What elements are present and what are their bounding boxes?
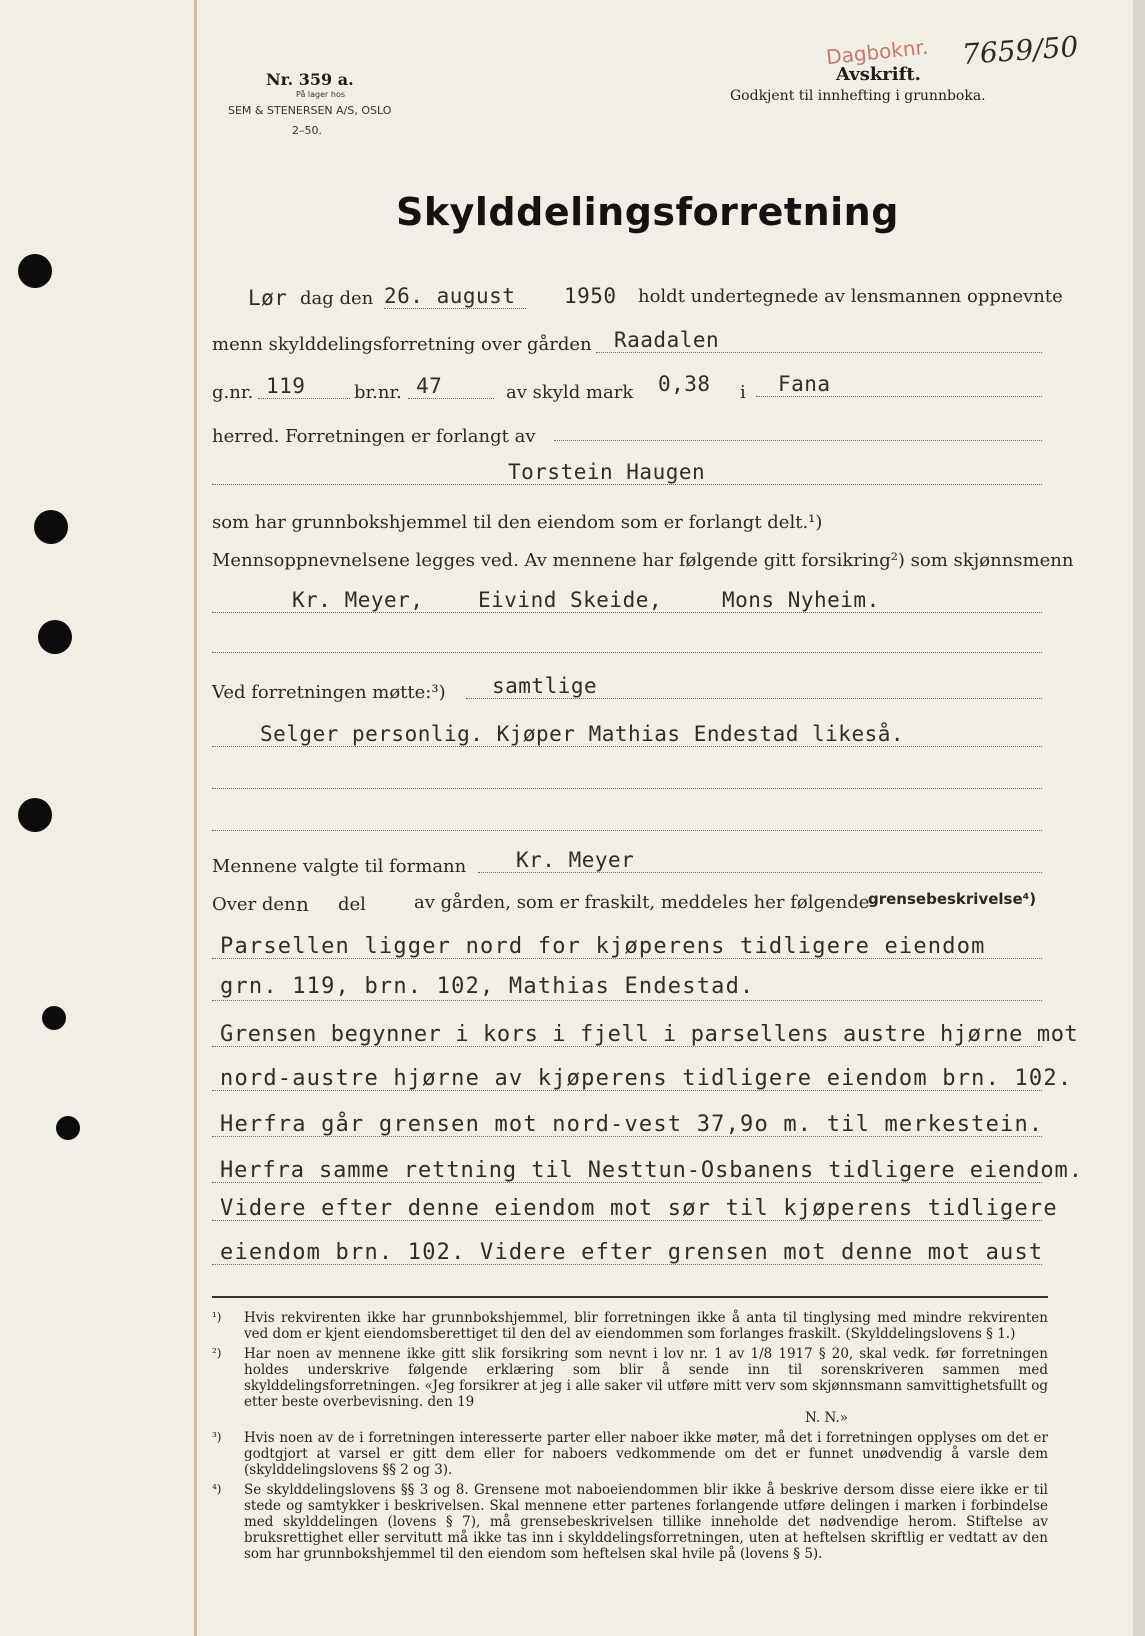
grensebeskrivelse-label: grensebeskrivelse⁴) <box>868 890 1037 908</box>
description-line-8: eiendom brn. 102. Videre efter grensen mot denne mot aust <box>220 1240 1044 1265</box>
red-margin-line <box>194 0 197 1636</box>
punch-hole-1 <box>18 254 52 288</box>
page-edge <box>1133 0 1145 1636</box>
publisher-date: 2–50. <box>292 124 322 137</box>
brnr-value: 47 <box>416 374 443 398</box>
gnr-value: 119 <box>266 374 306 398</box>
footnotes <box>212 1310 1048 1566</box>
skyld-value: 0,38 <box>658 372 711 396</box>
description-line-2: grn. 119, brn. 102, Mathias Endestad. <box>220 974 755 999</box>
footnote-mark: ²) <box>212 1346 222 1360</box>
description-line-4: nord-austre hjørne av kjøperens tidligere eiendom brn. 102. <box>220 1066 1073 1091</box>
menn-text: menn skylddelingsforretning over gården <box>212 334 592 355</box>
formann-value: Kr. Meyer <box>516 848 635 872</box>
footnote-text: Hvis noen av de i forretningen interesserte parter eller naboer ikke møter, må det i forretningen opplyses om det er godtgjort at varsel er gitt dem eller for naboers vedkommende om det er funnet unødvendig å varsle dem (skylddelingslovens §§ 2 og 3). <box>244 1430 1048 1478</box>
municipality-value: Fana <box>778 372 831 396</box>
footnote-1 <box>212 1310 1048 1342</box>
dag-den-label: dag den <box>300 288 374 309</box>
punch-hole-6 <box>56 1116 80 1140</box>
description-line-3: Grensen begynner i kors i fjell i parsellens austre hjørne mot <box>220 1022 1079 1047</box>
footnote-mark: ⁴) <box>212 1482 222 1496</box>
description-line-6: Herfra samme rettning til Nesttun-Osbanens tidligere eiendom. <box>220 1158 1083 1183</box>
parties-value: Selger personlig. Kjøper Mathias Endestad likeså. <box>260 722 905 746</box>
mote-value: samtlige <box>492 674 598 698</box>
mote-label: Ved forretningen møtte:³) <box>212 682 446 703</box>
over-den-label: Over den <box>212 894 296 915</box>
herred-text: herred. Forretningen er forlangt av <box>212 426 536 447</box>
skyld-label: av skyld mark <box>506 382 634 403</box>
footnote-text: Se skylddelingslovens §§ 3 og 8. Grensene mot naboeiendommen blir ikke å beskrive dersom disse eiere ikke er til stede og samtykker i beskrivelsen. Skal mennene etter partenes forlangende utføre delingen i marken i forbindelse med skylddelingen (lovens § 7), må grensebeskrivelsen tillike inneholde det nødvendige herom. Stiftelse av bruksrettighet eller servitutt må ikke tas inn i skylddelingsforretningen, uten at heftelsen skriftlig er vedtatt av den som har grunnbokshjemmel til den eiendom som heftelsen skal hvile på (lovens § 5). <box>244 1482 1048 1562</box>
dagboknr-stamp: Dagboknr. <box>825 34 930 70</box>
form-number: Nr. 359 a. <box>266 70 354 89</box>
avskrift-label: Avskrift. <box>836 64 921 85</box>
grunnbok-text: som har grunnbokshjemmel til den eiendom som er forlangt delt.¹) <box>212 512 823 533</box>
farm-name-value: Raadalen <box>614 328 720 352</box>
del-label: del <box>338 894 366 915</box>
weekday-value: Lør <box>248 286 288 310</box>
footnote-mark: ³) <box>212 1430 222 1444</box>
footnote-4 <box>212 1482 1048 1562</box>
approval-line: Godkjent til innhefting i grunnboka. <box>730 88 986 104</box>
footnote-text: Hvis rekvirenten ikke har grunnbokshjemmel, blir forretningen ikke å anta til tinglysing med mindre rekvirenten ved dom er kjent eiendomsberettiget til den del av eiendommen som forlanges fraskilt. (Skylddelingslovens § 1.) <box>244 1310 1048 1342</box>
holdt-text: holdt undertegnede av lensmannen oppnevnte <box>638 286 1063 307</box>
footnote-text: Har noen av mennene ikke gitt slik forsikring som nevnt i lov nr. 1 av 1/8 1917 § 20, skal vedk. før forretningen holdes underskrive følgende erklæring som blir å sende inn til sorenskriveren sammen med skylddelingsforretningen. «Jeg forsikrer at jeg i alle saker vil utføre mitt verv som skjønnsmann samvittighetsfullt og etter beste overbevisning. den 19 <box>244 1346 1048 1410</box>
appraiser-3: Mons Nyheim. <box>722 588 880 612</box>
year-value: 1950 <box>564 284 617 308</box>
description-line-7: Videre efter denne eiendom mot sør til kjøperens tidligere <box>220 1196 1058 1221</box>
date-value: 26. august <box>384 284 516 308</box>
footnote-2 <box>212 1346 1048 1426</box>
punch-hole-5 <box>42 1006 66 1030</box>
appraiser-1: Kr. Meyer, <box>292 588 424 612</box>
footnote-3 <box>212 1430 1048 1478</box>
gnr-label: g.nr. <box>212 382 254 403</box>
document-title: Skylddelingsforretning <box>396 190 899 234</box>
over-den-n: n <box>296 892 309 916</box>
description-line-5: Herfra går grensen mot nord-vest 37,9o m. til merkestein. <box>220 1112 1044 1137</box>
handwritten-journal-number: 7659/50 <box>960 29 1080 72</box>
publisher-line-2: SEM & STENERSEN A/S, OSLO <box>228 104 392 117</box>
appraiser-2: Eivind Skeide, <box>478 588 663 612</box>
publisher-line-1: På lager hos <box>296 90 345 99</box>
punch-hole-3 <box>38 620 72 654</box>
punch-hole-4 <box>18 798 52 832</box>
mennsopp-text: Mennsoppnevnelsene legges ved. Av mennene har følgende gitt forsikring²) som skjønnsmenn <box>212 550 1074 571</box>
description-line-1: Parsellen ligger nord for kjøperens tidligere eiendom <box>220 934 986 959</box>
brnr-label: br.nr. <box>354 382 402 403</box>
footnote-mark: ¹) <box>212 1310 222 1324</box>
i-label: i <box>740 382 746 403</box>
punch-hole-2 <box>34 510 68 544</box>
formann-label: Mennene valgte til formann <box>212 856 467 877</box>
fraskilt-text: av gården, som er fraskilt, meddeles her følgende <box>414 892 870 913</box>
requester-value: Torstein Haugen <box>508 460 706 484</box>
footnote-divider <box>212 1296 1048 1298</box>
footnote-signature: N. N.» <box>804 1410 848 1426</box>
